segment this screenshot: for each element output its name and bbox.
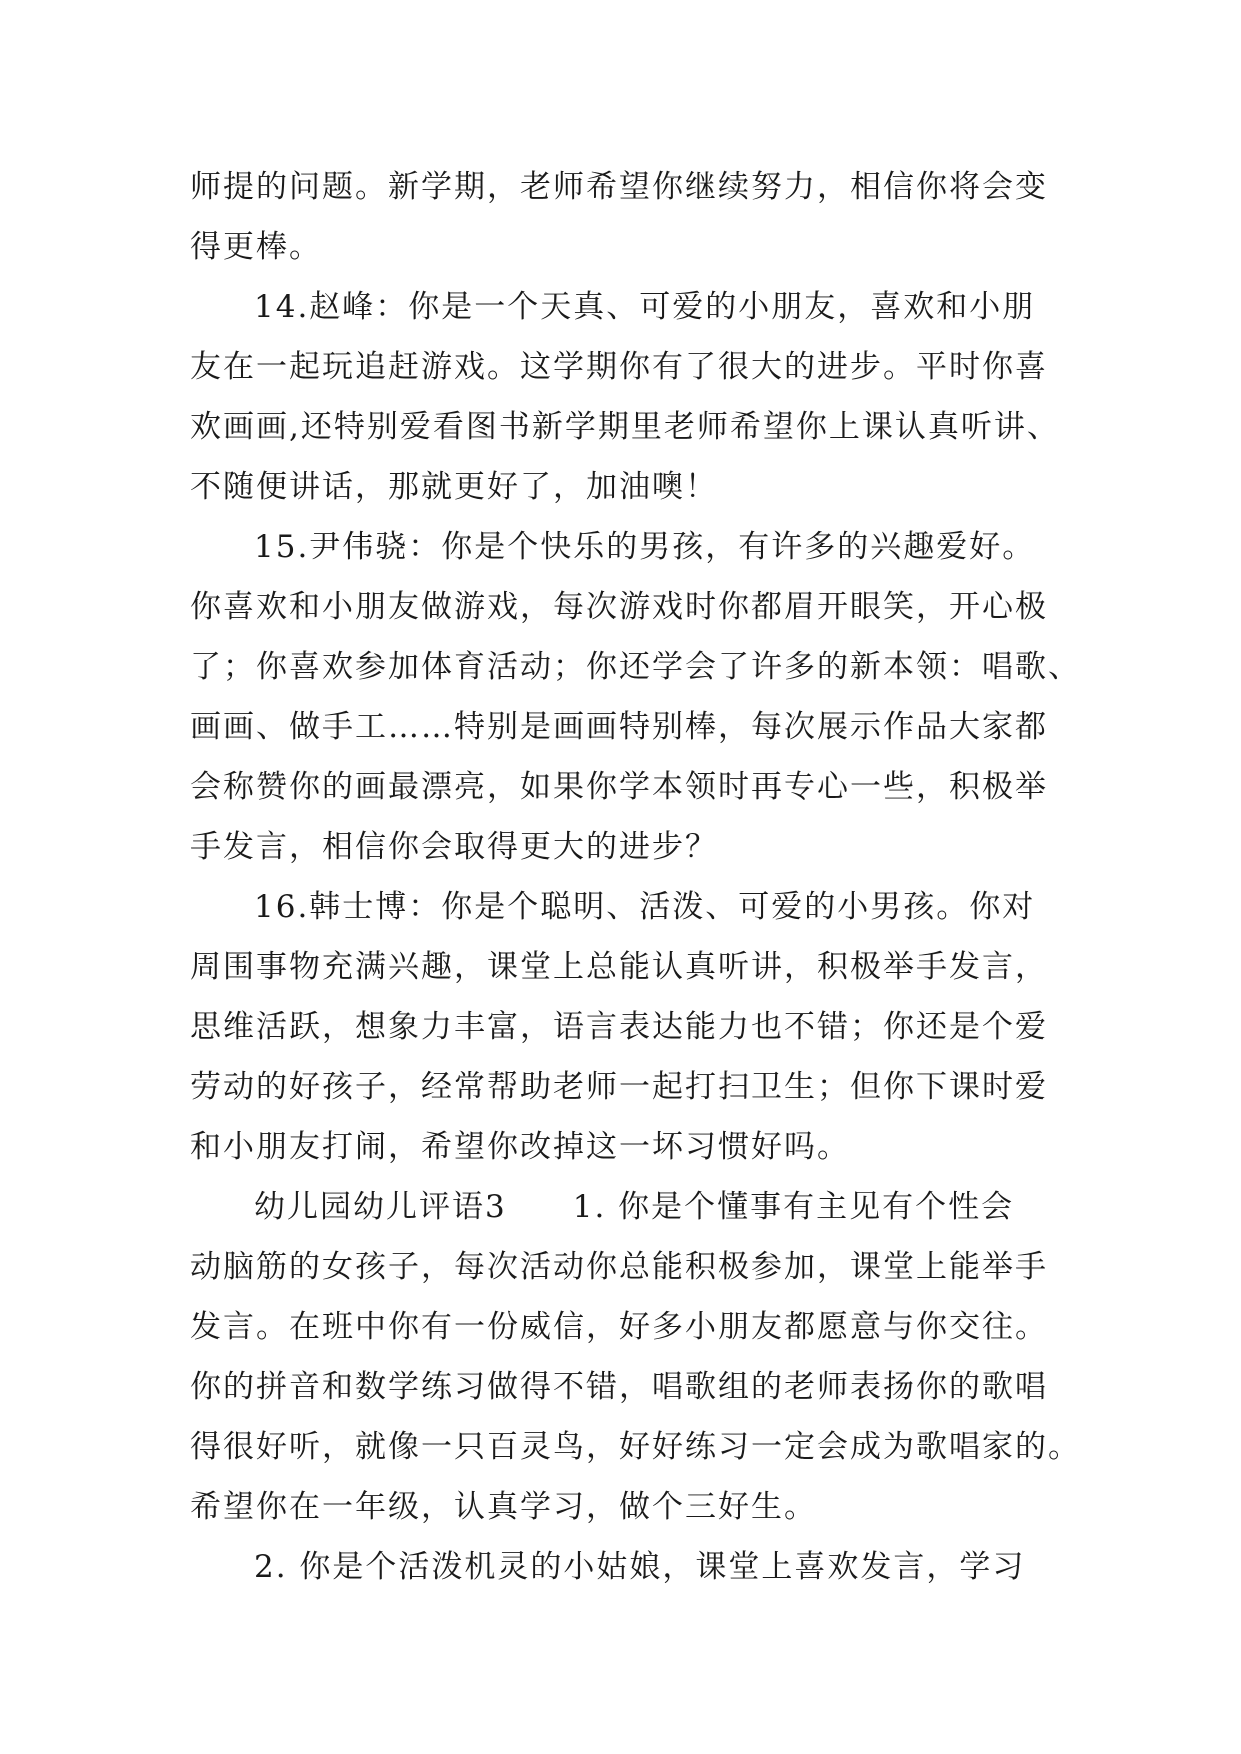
text-line: 友在一起玩追赶游戏。这学期你有了很大的进步。平时你喜 <box>190 349 1048 385</box>
text-line: 16.韩士博：你是个聪明、活泼、可爱的小男孩。你对 <box>254 889 1036 925</box>
text-line: 希望你在一年级，认真学习，做个三好生。 <box>190 1489 817 1525</box>
text-line: 动脑筋的女孩子，每次活动你总能积极参加，课堂上能举手 <box>190 1249 1048 1285</box>
text-line: 你喜欢和小朋友做游戏，每次游戏时你都眉开眼笑，开心极 <box>190 589 1048 625</box>
text-line: 你的拼音和数学练习做得不错，唱歌组的老师表扬你的歌唱 <box>190 1369 1048 1405</box>
text-line: 幼儿园幼儿评语3 1. 你是个懂事有主见有个性会 <box>254 1189 1015 1225</box>
text-line: 劳动的好孩子，经常帮助老师一起打扫卫生；但你下课时爱 <box>190 1069 1048 1105</box>
text-line: 2. 你是个活泼机灵的小姑娘，课堂上喜欢发言，学习 <box>254 1549 1026 1585</box>
text-line: 不随便讲话，那就更好了，加油噢！ <box>190 469 718 505</box>
text-line: 发言。在班中你有一份威信，好多小朋友都愿意与你交往。 <box>190 1309 1048 1345</box>
text-line: 得更棒。 <box>190 229 322 265</box>
document-body <box>190 157 1081 1597</box>
text-line: 会称赞你的画最漂亮，如果你学本领时再专心一些，积极举 <box>190 769 1048 805</box>
text-line: 思维活跃，想象力丰富，语言表达能力也不错；你还是个爱 <box>190 1009 1048 1045</box>
text-line: 手发言，相信你会取得更大的进步？ <box>190 829 718 865</box>
text-line: 了；你喜欢参加体育活动；你还学会了许多的新本领：唱歌、 <box>190 649 1081 685</box>
text-line: 得很好听，就像一只百灵鸟，好好练习一定会成为歌唱家的。 <box>190 1429 1081 1465</box>
text-line: 14.赵峰：你是一个天真、可爱的小朋友，喜欢和小朋 <box>254 289 1036 325</box>
text-line: 和小朋友打闹，希望你改掉这一坏习惯好吗。 <box>190 1129 850 1165</box>
text-line: 周围事物充满兴趣，课堂上总能认真听讲，积极举手发言， <box>190 949 1048 985</box>
text-line: 15.尹伟骁：你是个快乐的男孩，有许多的兴趣爱好。 <box>254 529 1036 565</box>
text-line: 画画、做手工……特别是画画特别棒，每次展示作品大家都 <box>190 709 1048 745</box>
text-line: 欢画画,还特别爱看图书新学期里老师希望你上课认真听讲、 <box>190 409 1060 445</box>
text-line: 师提的问题。新学期，老师希望你继续努力，相信你将会变 <box>190 169 1048 205</box>
